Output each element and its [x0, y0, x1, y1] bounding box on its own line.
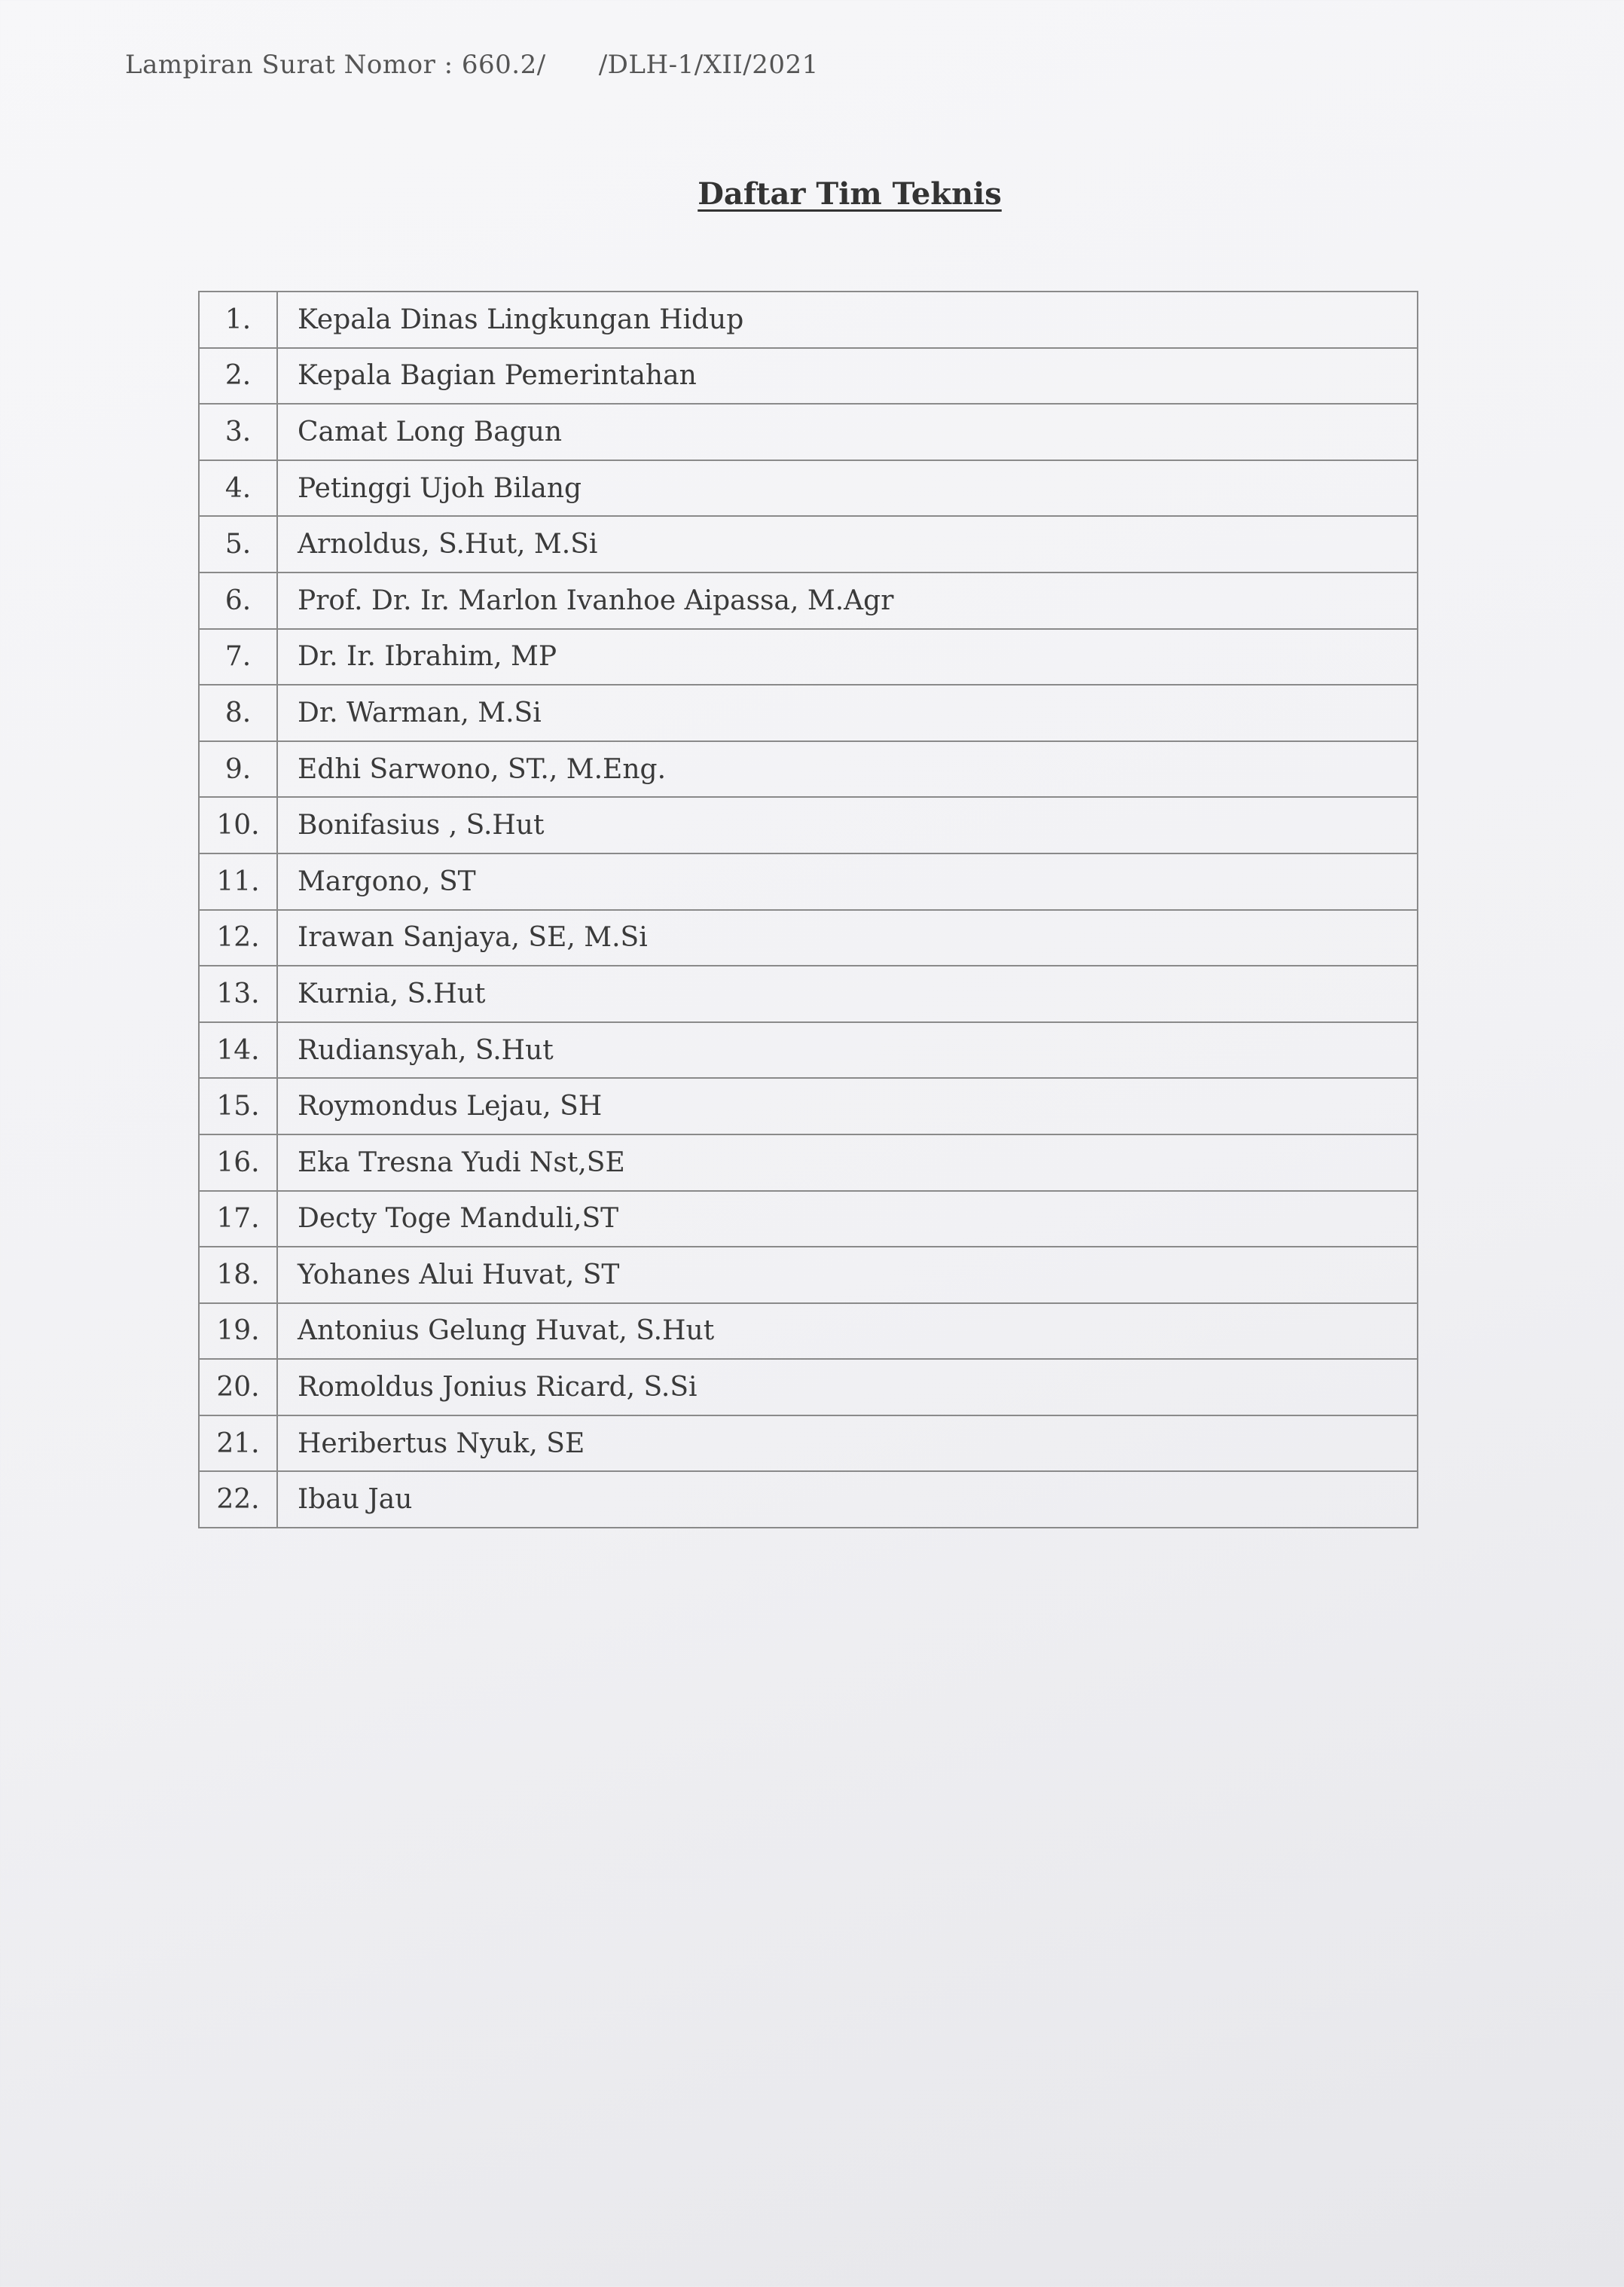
member-name: Petinggi Ujoh Bilang [277, 460, 1418, 517]
table-row [199, 516, 1418, 573]
member-name: Dr. Ir. Ibrahim, MP [277, 629, 1418, 685]
table-row [199, 460, 1418, 517]
table-row [199, 685, 1418, 741]
row-number: 12. [199, 910, 277, 966]
member-name: Edhi Sarwono, ST., M.Eng. [277, 741, 1418, 798]
table-row [199, 853, 1418, 910]
member-name: Arnoldus, S.Hut, M.Si [277, 516, 1418, 573]
row-number: 10. [199, 797, 277, 853]
member-name: Heribertus Nyuk, SE [277, 1415, 1418, 1472]
table-row [199, 1471, 1418, 1528]
table-row [199, 966, 1418, 1022]
table-row [199, 910, 1418, 966]
member-name: Bonifasius , S.Hut [277, 797, 1418, 853]
row-number: 18. [199, 1247, 277, 1303]
table-row [199, 1191, 1418, 1247]
table-row [199, 573, 1418, 629]
table-row [199, 1247, 1418, 1303]
member-name: Kepala Dinas Lingkungan Hidup [277, 292, 1418, 348]
member-name: Prof. Dr. Ir. Marlon Ivanhoe Aipassa, M.Agr [277, 573, 1418, 629]
row-number: 1. [199, 292, 277, 348]
row-number: 20. [199, 1359, 277, 1415]
row-number: 7. [199, 629, 277, 685]
row-number: 21. [199, 1415, 277, 1472]
row-number: 6. [199, 573, 277, 629]
table-row [199, 629, 1418, 685]
member-name: Dr. Warman, M.Si [277, 685, 1418, 741]
row-number: 14. [199, 1022, 277, 1079]
member-name: Roymondus Lejau, SH [277, 1078, 1418, 1134]
member-name: Decty Toge Manduli,ST [277, 1191, 1418, 1247]
row-number: 16. [199, 1134, 277, 1191]
page-title: Daftar Tim Teknis [698, 176, 1002, 212]
row-number: 2. [199, 348, 277, 405]
member-table-body [199, 292, 1418, 1528]
row-number: 15. [199, 1078, 277, 1134]
table-row [199, 292, 1418, 348]
member-name: Ibau Jau [277, 1471, 1418, 1528]
row-number: 3. [199, 404, 277, 460]
row-number: 8. [199, 685, 277, 741]
member-name: Camat Long Bagun [277, 404, 1418, 460]
letter-reference-prefix: Lampiran Surat Nomor : 660.2/ [125, 50, 546, 80]
row-number: 13. [199, 966, 277, 1022]
table-row [199, 348, 1418, 405]
table-row [199, 1078, 1418, 1134]
member-name: Rudiansyah, S.Hut [277, 1022, 1418, 1079]
member-name: Irawan Sanjaya, SE, M.Si [277, 910, 1418, 966]
member-table [198, 291, 1418, 1528]
row-number: 11. [199, 853, 277, 910]
member-name: Margono, ST [277, 853, 1418, 910]
row-number: 19. [199, 1303, 277, 1360]
letter-reference [125, 50, 819, 80]
row-number: 4. [199, 460, 277, 517]
member-name: Kepala Bagian Pemerintahan [277, 348, 1418, 405]
table-row [199, 1134, 1418, 1191]
row-number: 17. [199, 1191, 277, 1247]
row-number: 22. [199, 1471, 277, 1528]
member-name: Kurnia, S.Hut [277, 966, 1418, 1022]
table-row [199, 1022, 1418, 1079]
table-row [199, 797, 1418, 853]
table-row [199, 1415, 1418, 1472]
table-row [199, 1303, 1418, 1360]
row-number: 9. [199, 741, 277, 798]
row-number: 5. [199, 516, 277, 573]
member-name: Romoldus Jonius Ricard, S.Si [277, 1359, 1418, 1415]
member-name: Antonius Gelung Huvat, S.Hut [277, 1303, 1418, 1360]
member-name: Eka Tresna Yudi Nst,SE [277, 1134, 1418, 1191]
table-row [199, 741, 1418, 798]
letter-reference-suffix: /DLH-1/XII/2021 [598, 50, 819, 80]
member-name: Yohanes Alui Huvat, ST [277, 1247, 1418, 1303]
table-row [199, 404, 1418, 460]
table-row [199, 1359, 1418, 1415]
